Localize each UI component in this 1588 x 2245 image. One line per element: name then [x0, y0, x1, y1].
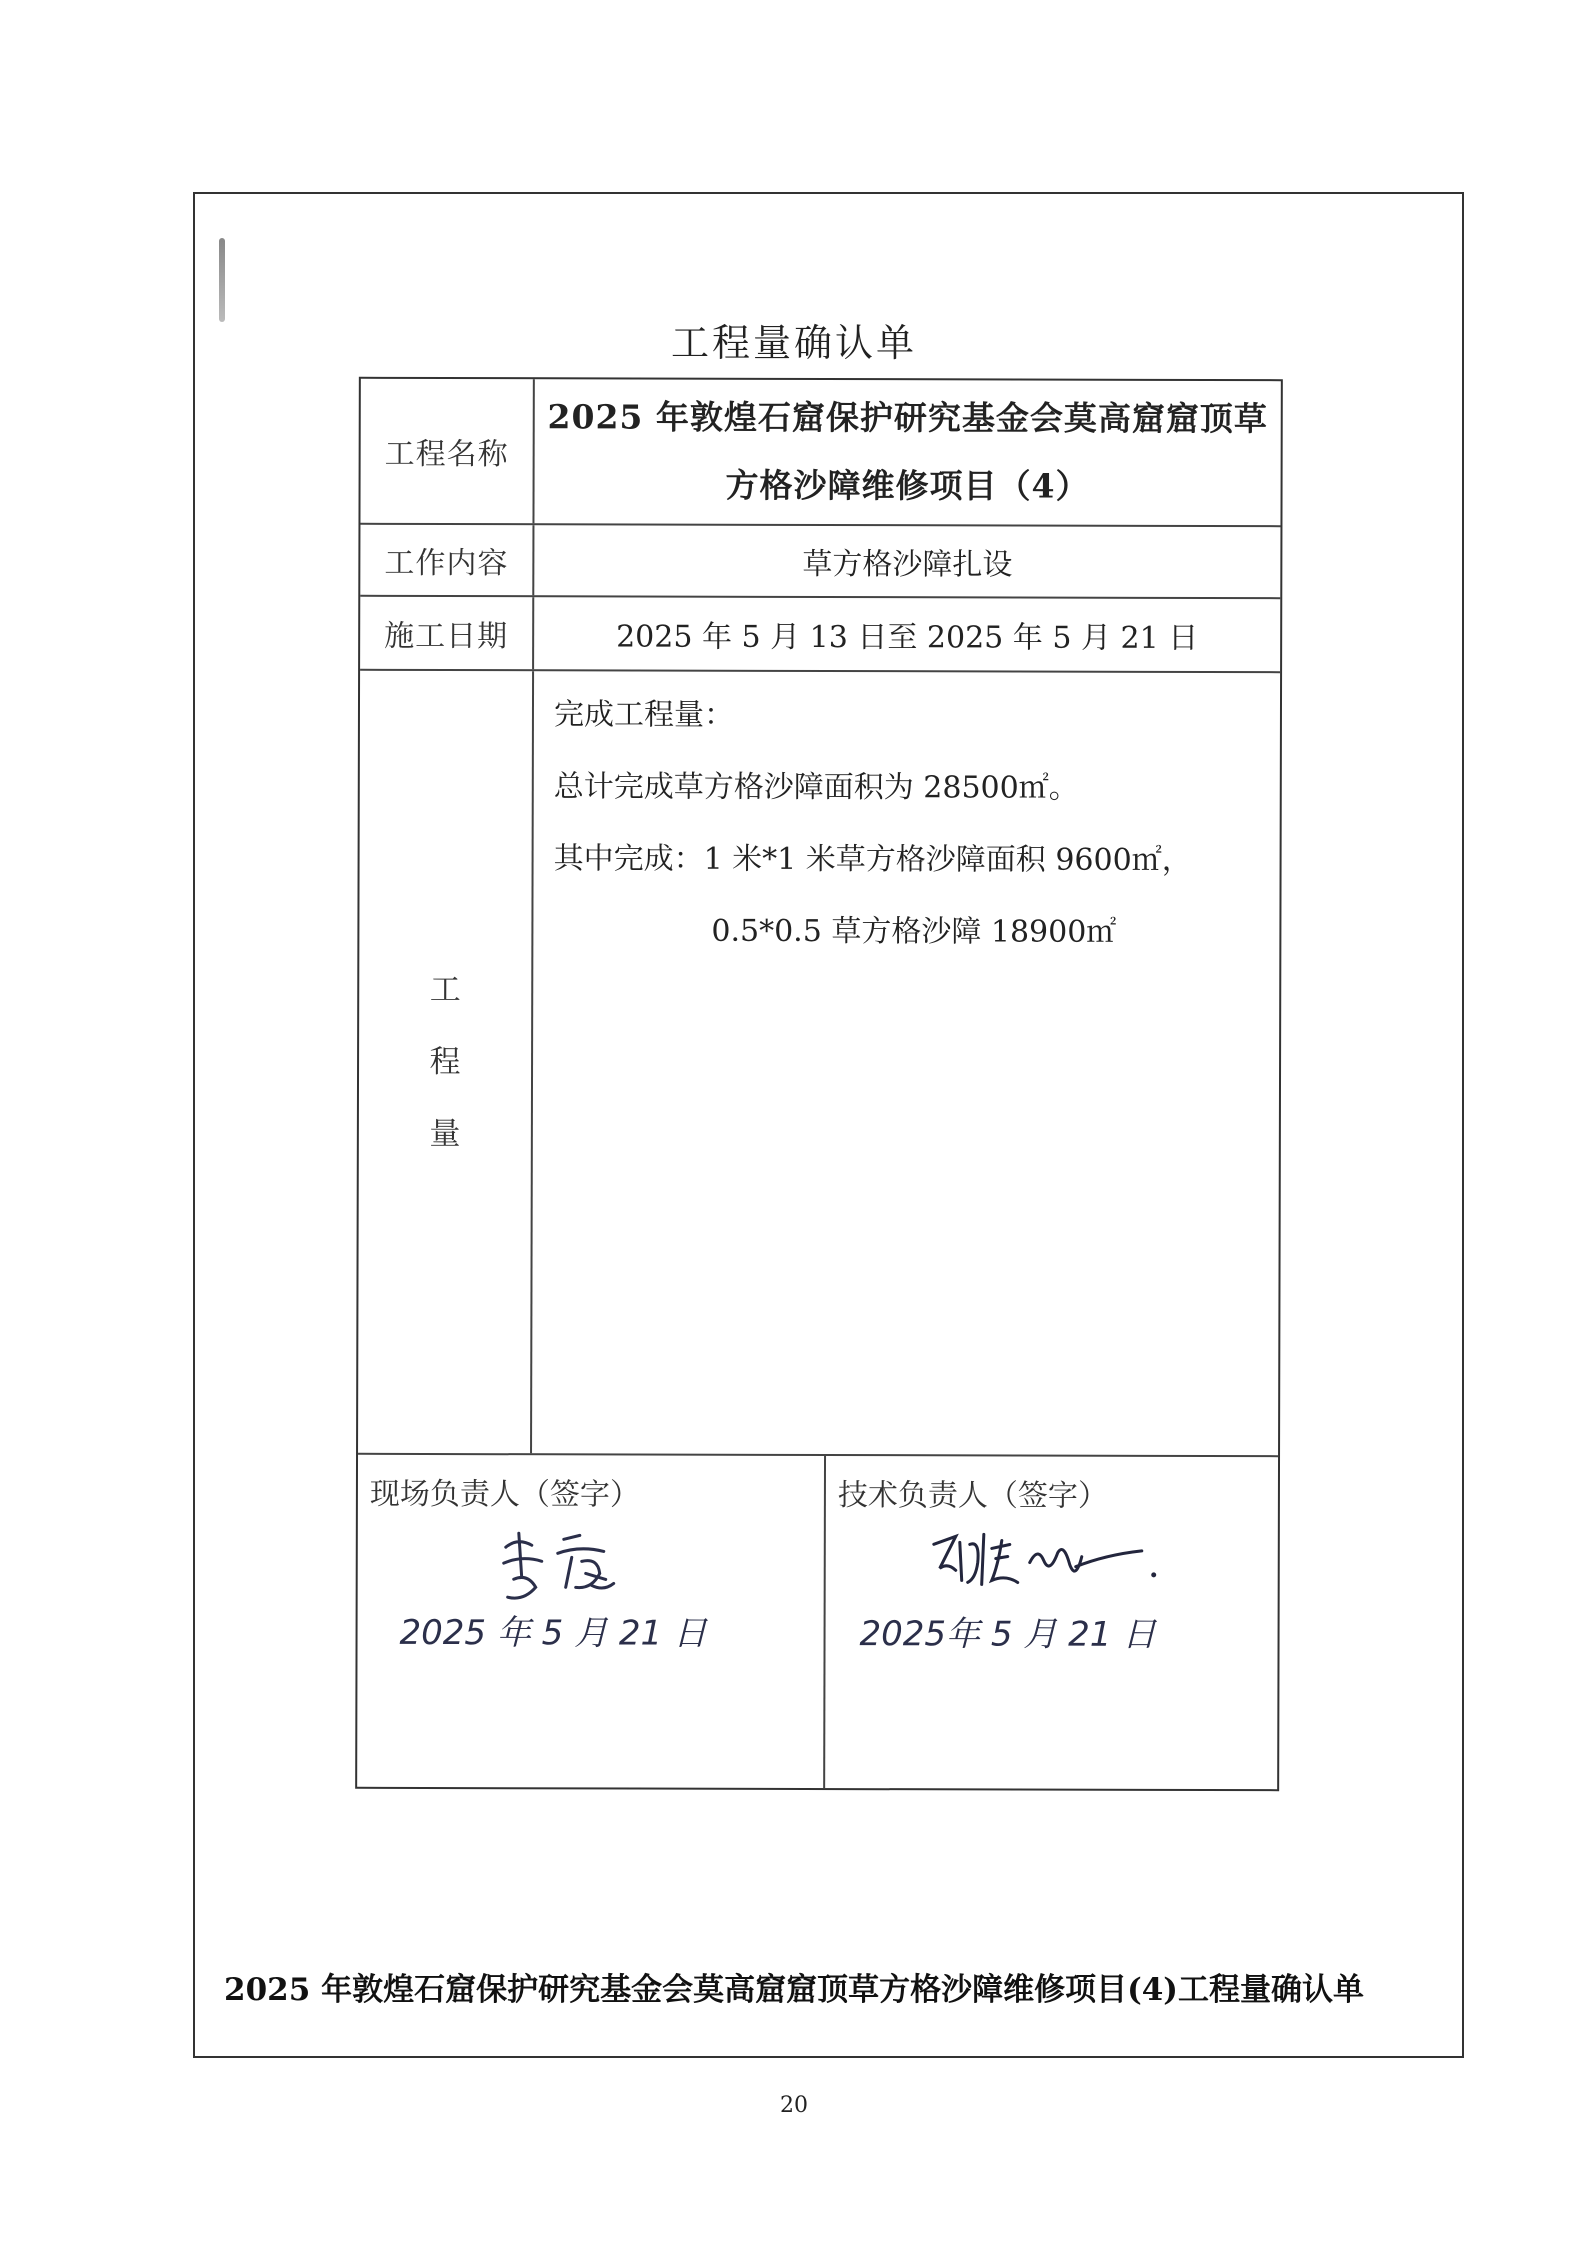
quantity-heading: 完成工程量： — [553, 697, 735, 733]
work-content-label: 工作内容 — [360, 525, 534, 595]
project-name-value — [534, 379, 1280, 525]
quantity-text — [553, 679, 1270, 969]
quantity-detail-2: 0.5*0.5 草方格沙障 18900㎡ — [711, 913, 1117, 950]
work-content-value: 草方格沙障扎设 — [802, 546, 1013, 583]
work-content-row — [360, 525, 1280, 599]
date-row — [360, 597, 1280, 673]
tech-manager-label: 技术负责人（签字） — [837, 1478, 1108, 1514]
quantity-value — [532, 671, 1280, 1455]
project-name-line-1: 2025 年敦煌石窟保护研究基金会莫高窟窟顶草 — [547, 397, 1268, 439]
quantity-row — [358, 671, 1280, 1457]
date-value: 2025 年 5 月 13 日至 2025 年 5 月 21 日 — [616, 619, 1199, 656]
quantity-label-char: 程 — [429, 1043, 461, 1081]
confirmation-table — [355, 377, 1283, 1791]
site-manager-cell — [357, 1455, 826, 1788]
site-manager-signature — [488, 1517, 638, 1607]
signature-area — [357, 1455, 1278, 1789]
quantity-label — [358, 671, 534, 1453]
tech-manager-signature — [926, 1522, 1166, 1603]
project-name-row — [360, 379, 1280, 527]
site-manager-date: 2025 年 5 月 21 日 — [399, 1612, 708, 1654]
quantity-label-char: 工 — [429, 971, 461, 1009]
date-label: 施工日期 — [360, 597, 534, 669]
form-title: 工程量确认单 — [670, 321, 917, 365]
site-manager-label: 现场负责人（签字） — [369, 1476, 640, 1513]
quantity-detail-1: 其中完成：1 米*1 米草方格沙障面积 9600㎡， — [553, 841, 1192, 878]
document-caption: 2025 年敦煌石窟保护研究基金会莫高窟窟顶草方格沙障维修项目(4)工程量确认单 — [224, 1972, 1364, 2008]
scan-mark — [219, 238, 225, 322]
quantity-label-char: 量 — [429, 1115, 461, 1153]
quantity-total: 总计完成草方格沙障面积为 28500㎡。 — [553, 769, 1079, 806]
project-name-line-2: 方格沙障维修项目（4） — [725, 465, 1090, 506]
tech-manager-date: 2025年 5 月 21 日 — [859, 1614, 1157, 1655]
project-name-label: 工程名称 — [360, 379, 534, 523]
tech-manager-cell — [825, 1456, 1278, 1789]
page-number: 20 — [780, 2093, 808, 2118]
